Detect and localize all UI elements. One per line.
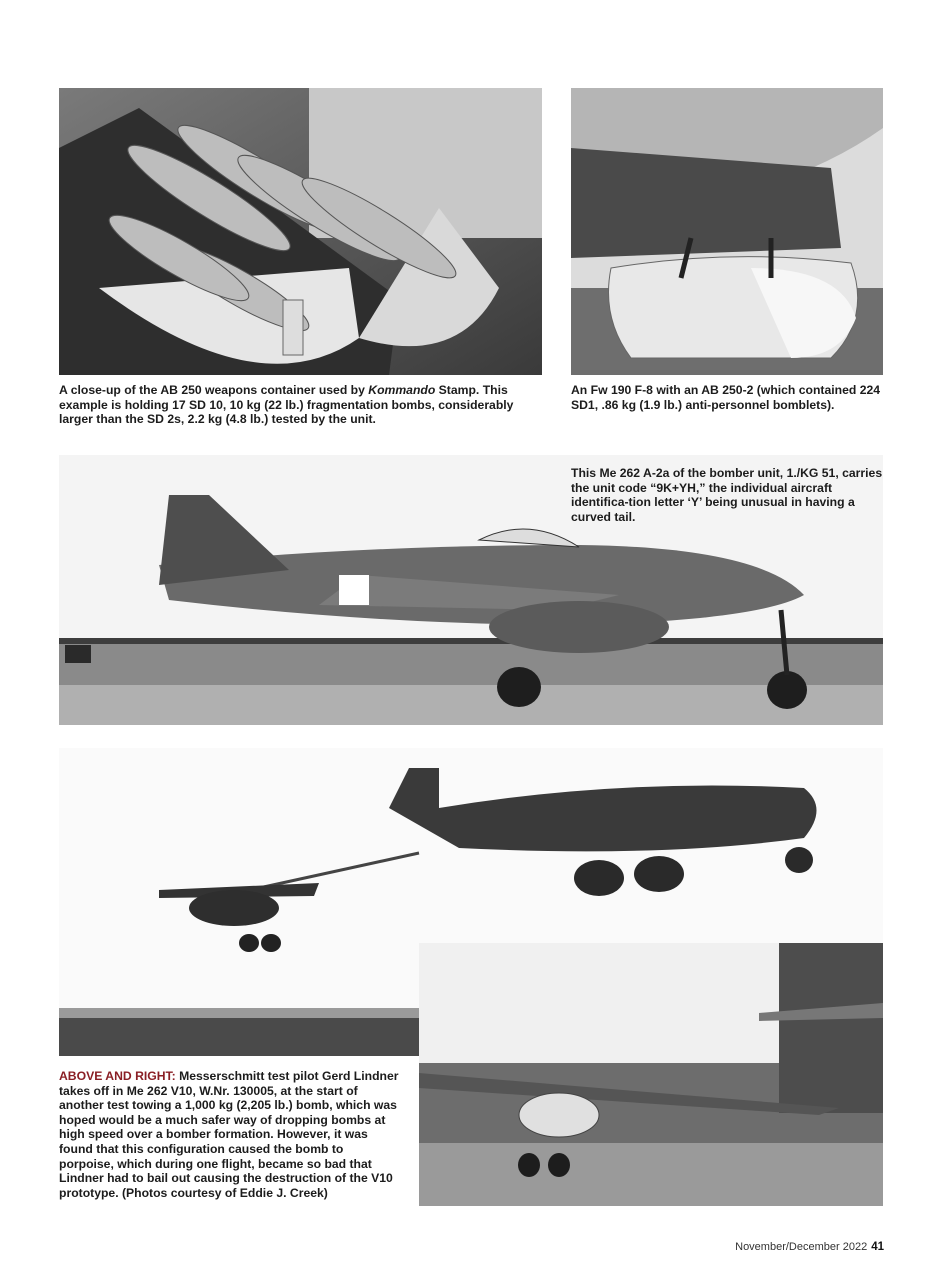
me262-towing-ground-photo (419, 943, 883, 1206)
ab250-caption-italic: Kommando (368, 383, 436, 397)
page-number: 41 (871, 1241, 884, 1253)
ab250-container-photo (59, 88, 542, 375)
lindner-caption-body: Messerschmitt test pilot Gerd Lindner takes off in Me 262 V10, W.Nr. 130005, at the start of another test towing a 1,000 kg (2,205 lb.) bomb, which was hoped would be a much safer way of dropping bombs at high speed over a bomber formation. However, it was found that this configuration caused the bomb to porpoise, which during one flight, became so bad that Lindner had to bail out causing the destruction of the V10 prototype. (Photos courtesy of Eddie J. Creek) (59, 1069, 399, 1200)
ab250-caption-part1: A close-up of the AB 250 weapons container used by (59, 383, 369, 397)
page-footer (735, 1241, 884, 1253)
lindner-caption (59, 1069, 399, 1200)
caption-lead: ABOVE AND RIGHT: (59, 1069, 176, 1083)
ab250-caption-part2: Stamp. This example is holding 17 SD 10, 10 kg (22 lb.) fragmentation bombs, considerably larger than the SD 2s, 2.2 kg (4.8 lb.) tested by the unit. (59, 383, 514, 427)
issue-date: November/December 2022 (735, 1241, 868, 1253)
fw190-ab250-photo (571, 88, 883, 375)
ab250-caption (59, 383, 542, 427)
fw190-caption: An Fw 190 F-8 with an AB 250-2 (which contained 224 SD1, .86 kg (1.9 lb.) anti-personnel bomblets). (571, 383, 881, 412)
me262-caption: This Me 262 A-2a of the bomber unit, 1./KG 51, carries the unit code “9K+YH,” the individual aircraft identifica-tion letter ‘Y’ being unusual in having a curved tail. (571, 466, 883, 524)
